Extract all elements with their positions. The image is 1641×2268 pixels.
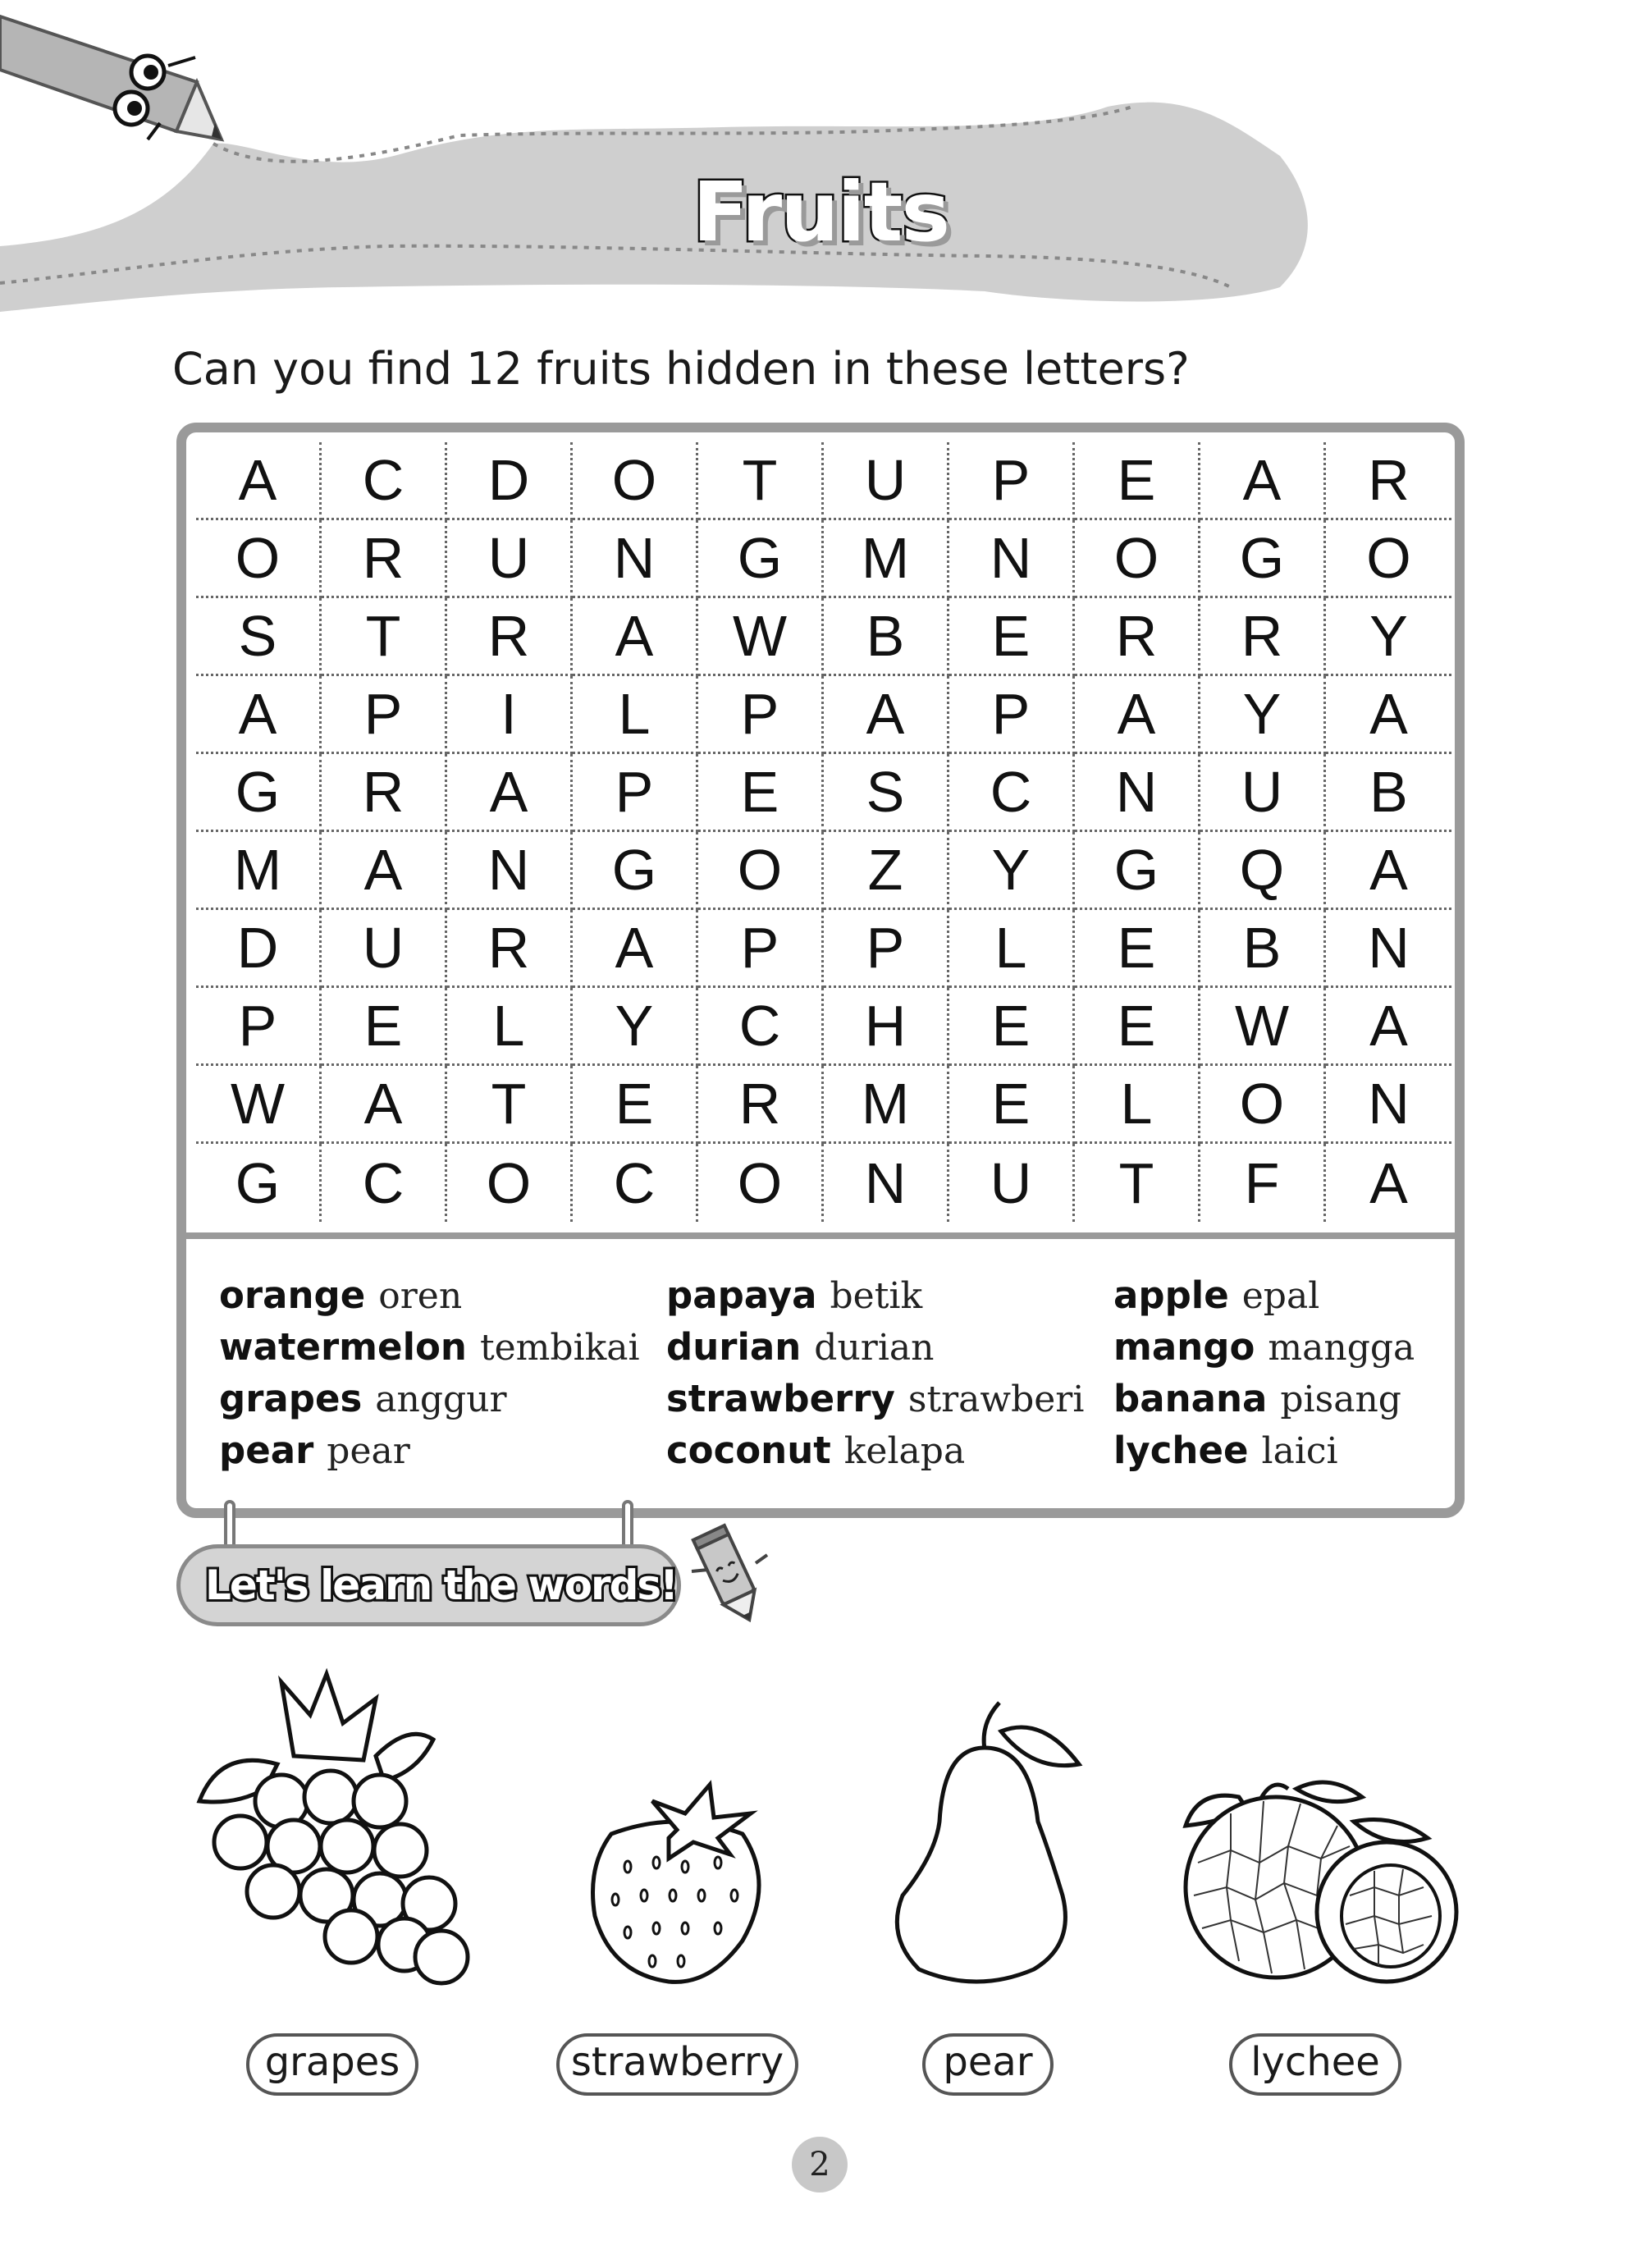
grid-cell: N	[824, 1144, 949, 1222]
word-malay: strawberi	[907, 1379, 1085, 1420]
word-malay: anggur	[375, 1379, 507, 1420]
word-malay: mangga	[1268, 1327, 1415, 1369]
grid-cell: M	[824, 1066, 949, 1144]
word-malay: kelapa	[843, 1430, 966, 1472]
page-title: Fruits	[692, 164, 949, 260]
word-malay: epal	[1241, 1275, 1320, 1317]
grid-cell: E	[949, 1066, 1075, 1144]
word-malay: tembikai	[479, 1327, 640, 1369]
word-malay: oren	[378, 1275, 463, 1317]
grid-cell: Q	[1200, 832, 1326, 910]
grid-cell: D	[196, 910, 322, 988]
grid-cell: P	[322, 676, 447, 754]
grid-cell: U	[949, 1144, 1075, 1222]
grid-cell: R	[698, 1066, 824, 1144]
word-malay: pisang	[1280, 1379, 1401, 1420]
grid-cell: R	[1075, 598, 1200, 676]
grid-cell: A	[1075, 676, 1200, 754]
grid-cell: G	[573, 832, 698, 910]
word-english: banana	[1113, 1377, 1268, 1420]
word-malay: pear	[327, 1430, 410, 1472]
grapes-icon	[187, 1666, 482, 2002]
grid-cell: C	[698, 988, 824, 1066]
word-search-box	[176, 423, 1465, 1518]
grid-cell: Z	[824, 832, 949, 910]
grid-cell: A	[322, 1066, 447, 1144]
grid-cell: G	[698, 520, 824, 598]
grid-cell: R	[1326, 442, 1451, 520]
grid-cell: N	[1326, 910, 1451, 988]
grid-cell: T	[698, 442, 824, 520]
grid-cell: U	[824, 442, 949, 520]
grid-cell: L	[1075, 1066, 1200, 1144]
grid-cell: C	[322, 442, 447, 520]
grid-cell: P	[196, 988, 322, 1066]
grid-cell: W	[196, 1066, 322, 1144]
word-entry	[666, 1321, 1113, 1373]
grid-cell: E	[322, 988, 447, 1066]
grid-cell: U	[322, 910, 447, 988]
word-entry	[219, 1269, 666, 1321]
grid-cell: W	[1200, 988, 1326, 1066]
grid-cell: S	[824, 754, 949, 832]
word-english: durian	[666, 1325, 802, 1369]
grid-cell: Y	[949, 832, 1075, 910]
grid-cell: C	[322, 1144, 447, 1222]
word-english: apple	[1113, 1273, 1229, 1317]
grid-cell: A	[196, 676, 322, 754]
grid-cell: A	[322, 832, 447, 910]
word-list	[219, 1269, 1433, 1476]
grid-cell: L	[573, 676, 698, 754]
grid-cell: D	[447, 442, 573, 520]
grid-cell: P	[949, 442, 1075, 520]
word-entry	[666, 1424, 1113, 1476]
grid-cell: U	[1200, 754, 1326, 832]
word-entry	[219, 1373, 666, 1424]
grid-cell: O	[447, 1144, 573, 1222]
pencil-icon	[0, 16, 222, 139]
learn-words-text: Let's learn the words!	[205, 1562, 677, 1609]
grid-cell: R	[447, 910, 573, 988]
grid-cell: E	[1075, 988, 1200, 1066]
grid-cell: R	[322, 754, 447, 832]
grid-cell: R	[1200, 598, 1326, 676]
grid-cell: P	[573, 754, 698, 832]
grid-divider	[186, 1232, 1455, 1239]
grid-cell: S	[196, 598, 322, 676]
grid-cell: Y	[573, 988, 698, 1066]
word-english: coconut	[666, 1429, 831, 1472]
grid-cell: W	[698, 598, 824, 676]
grid-cell: H	[824, 988, 949, 1066]
grid-cell: N	[949, 520, 1075, 598]
grid-cell: T	[322, 598, 447, 676]
strawberry-label: strawberry	[556, 2033, 798, 2096]
word-entry	[666, 1269, 1113, 1321]
word-english: grapes	[219, 1377, 363, 1420]
grid-cell: A	[1326, 832, 1451, 910]
grid-cell: G	[196, 754, 322, 832]
word-english: strawberry	[666, 1377, 895, 1420]
grid-cell: O	[698, 1144, 824, 1222]
grid-cell: F	[1200, 1144, 1326, 1222]
grid-cell: O	[698, 832, 824, 910]
grid-cell: U	[447, 520, 573, 598]
grid-cell: T	[1075, 1144, 1200, 1222]
grid-cell: O	[196, 520, 322, 598]
grid-cell: A	[1326, 676, 1451, 754]
word-list-column	[666, 1269, 1113, 1476]
page-number: 2	[792, 2137, 848, 2193]
word-list-column	[219, 1269, 666, 1476]
grid-cell: E	[949, 988, 1075, 1066]
word-entry	[1113, 1321, 1433, 1373]
grid-cell: T	[447, 1066, 573, 1144]
grid-cell: E	[573, 1066, 698, 1144]
word-entry	[219, 1424, 666, 1476]
word-entry	[1113, 1269, 1433, 1321]
grid-cell: B	[824, 598, 949, 676]
word-english: mango	[1113, 1325, 1255, 1369]
grid-cell: E	[949, 598, 1075, 676]
word-malay: laici	[1261, 1430, 1338, 1472]
word-english: watermelon	[219, 1325, 467, 1369]
grid-cell: A	[1369, 1150, 1408, 1215]
word-english: lychee	[1113, 1429, 1249, 1472]
grid-cell: G	[1075, 832, 1200, 910]
word-english: orange	[219, 1273, 366, 1317]
grid-cell: E	[1075, 910, 1200, 988]
grid-cell: G	[196, 1144, 322, 1222]
word-malay: durian	[814, 1327, 935, 1369]
grapes-label: grapes	[246, 2033, 418, 2096]
grid-cell: A	[1326, 988, 1451, 1066]
grid-cell: A	[1200, 442, 1326, 520]
word-list-column	[1113, 1269, 1433, 1476]
grid-cell: N	[447, 832, 573, 910]
pencil-mascot-icon	[685, 1522, 771, 1629]
lychee-icon	[1182, 1764, 1460, 1986]
grid-cell: A	[447, 754, 573, 832]
word-english: pear	[219, 1429, 314, 1472]
grid-cell: B	[1200, 910, 1326, 988]
grid-cell: A	[196, 442, 322, 520]
grid-cell: M	[196, 832, 322, 910]
word-malay: betik	[830, 1275, 923, 1317]
strawberry-icon	[578, 1776, 779, 1990]
instruction-text: Can you find 12 fruits hidden in these letters?	[172, 343, 1190, 395]
grid-cell: R	[447, 598, 573, 676]
grid-cell: C	[573, 1144, 698, 1222]
grid-cell: P	[698, 676, 824, 754]
grid-cell: C	[949, 754, 1075, 832]
grid-cell: N	[1326, 1066, 1451, 1144]
grid-cell: Y	[1326, 598, 1451, 676]
grid-cell: P	[824, 910, 949, 988]
grid-cell: B	[1326, 754, 1451, 832]
grid-cell: P	[949, 676, 1075, 754]
word-entry	[1113, 1373, 1433, 1424]
word-entry	[1113, 1424, 1433, 1476]
grid-cell: I	[447, 676, 573, 754]
grid-cell: O	[1075, 520, 1200, 598]
word-english: papaya	[666, 1273, 817, 1317]
pear-icon	[878, 1699, 1099, 1986]
grid-cell: A	[573, 598, 698, 676]
grid-cell: N	[1075, 754, 1200, 832]
grid-cell: A	[824, 676, 949, 754]
grid-cell: E	[1075, 442, 1200, 520]
word-entry	[219, 1321, 666, 1373]
grid-cell: A	[573, 910, 698, 988]
letter-grid	[196, 442, 1451, 1222]
grid-cell: R	[322, 520, 447, 598]
grid-cell: N	[573, 520, 698, 598]
grid-cell: O	[1326, 520, 1451, 598]
pear-label: pear	[922, 2033, 1054, 2096]
grid-cell: L	[447, 988, 573, 1066]
grid-cell: O	[1200, 1066, 1326, 1144]
learn-words-banner	[176, 1544, 681, 1626]
grid-cell: G	[1200, 520, 1326, 598]
grid-cell: M	[824, 520, 949, 598]
word-entry	[666, 1373, 1113, 1424]
lychee-label: lychee	[1229, 2033, 1401, 2096]
grid-cell: L	[949, 910, 1075, 988]
grid-cell: E	[698, 754, 824, 832]
grid-cell: O	[573, 442, 698, 520]
grid-cell: P	[698, 910, 824, 988]
grid-cell: Y	[1200, 676, 1326, 754]
